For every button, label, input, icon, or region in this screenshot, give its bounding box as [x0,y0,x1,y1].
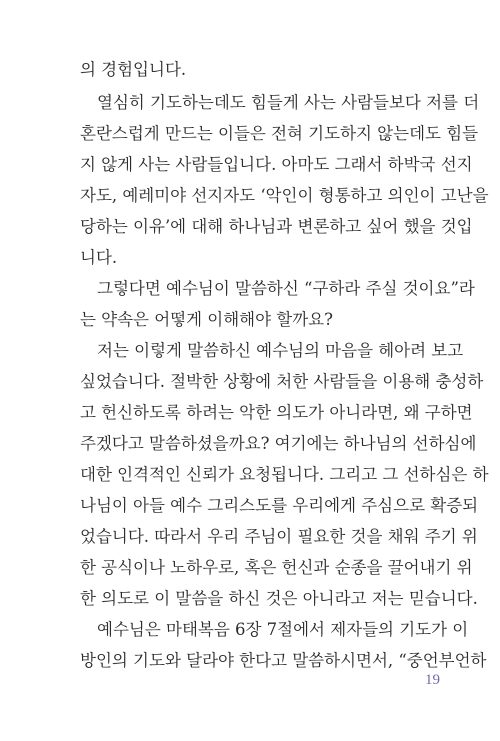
text-line: 열심히 기도하는데도 힘들게 사는 사람들보다 저를 더 [97,93,480,112]
text-line: 는 약속은 어떻게 이해해야 할까요? [80,310,333,329]
page-number: 19 [425,672,440,688]
text-line: 지 않게 사는 사람들입니다. 아마도 그래서 하박국 선지 [80,155,473,174]
text-line: 고 헌신하도록 하려는 악한 의도가 아니라면, 왜 구하면 [80,403,473,422]
text-line: 의 경험입니다. [80,60,187,79]
text-line: 니다. [80,248,118,267]
text-line: 예수님은 마태복음 6장 7절에서 제자들의 기도가 이 [97,620,469,639]
text-line: 자도, 예레미야 선지자도 ‘악인이 형통하고 의인이 고난을 [80,186,489,205]
text-line: 었습니다. 따라서 우리 주님이 필요한 것을 채워 주기 위 [80,527,478,546]
text-line: 혼란스럽게 만드는 이들은 전혀 기도하지 않는데도 힘들 [80,124,479,143]
text-line: 저는 이렇게 말씀하신 예수님의 마음을 헤아려 보고 [97,341,464,360]
text-line: 그렇다면 예수님이 말씀하신 “구하라 주실 것이요”라 [97,279,475,298]
text-line: 방인의 기도와 달라야 한다고 말씀하시면서, “중언부언하 [80,651,487,670]
text-line: 싶었습니다. 절박한 상황에 처한 사람들을 이용해 충성하 [80,372,484,391]
text-line: 주겠다고 말씀하셨을까요? 여기에는 하나님의 선하심에 [80,434,477,453]
text-line: 나님이 아들 예수 그리스도를 우리에게 주심으로 확증되 [80,496,479,515]
text-line: 당하는 이유’에 대해 하나님과 변론하고 싶어 했을 것입 [80,217,473,236]
text-line: 대한 인격적인 신뢰가 요청됩니다. 그리고 그 선하심은 하 [80,465,489,484]
text-line: 한 의도로 이 말씀을 하신 것은 아니라고 저는 믿습니다. [80,589,478,608]
text-line: 한 공식이나 노하우로, 혹은 헌신과 순종을 끌어내기 위 [80,558,473,577]
